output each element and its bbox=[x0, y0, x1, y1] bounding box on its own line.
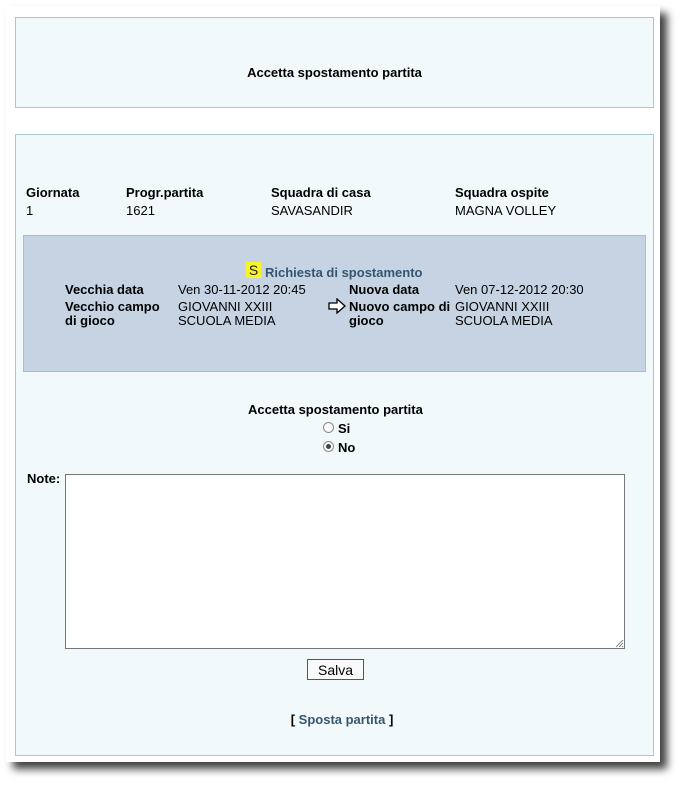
old-venue-label-line2: di gioco bbox=[65, 313, 115, 328]
notes-label: Note: bbox=[27, 471, 61, 486]
old-date-label: Vecchia data bbox=[65, 282, 144, 297]
move-match-link[interactable]: Sposta partita bbox=[298, 712, 386, 727]
new-date-label: Nuova data bbox=[349, 282, 420, 297]
old-venue-value-line1: GIOVANNI XXIII bbox=[178, 299, 273, 314]
cell-squadra-casa: SAVASANDIR bbox=[271, 203, 353, 218]
column-header-squadra-casa: Squadra di casa bbox=[271, 185, 371, 200]
column-header-squadra-ospite: Squadra ospite bbox=[455, 185, 549, 200]
cell-squadra-ospite: MAGNA VOLLEY bbox=[455, 203, 557, 218]
column-header-progr-partita: Progr.partita bbox=[126, 185, 204, 200]
radio-no-label: No bbox=[338, 440, 356, 455]
new-venue-label-line1: Nuovo campo di bbox=[349, 299, 451, 314]
radio-si-label: Si bbox=[338, 421, 351, 436]
new-venue-value-line2: SCUOLA MEDIA bbox=[455, 313, 553, 328]
new-date-value: Ven 07-12-2012 20:30 bbox=[455, 282, 584, 297]
link-bracket-open: [ bbox=[290, 712, 296, 727]
column-header-giornata: Giornata bbox=[26, 185, 80, 200]
cell-progr-partita: 1621 bbox=[126, 203, 155, 218]
move-match-link-row bbox=[0, 712, 684, 727]
new-venue-label-line2: gioco bbox=[349, 313, 384, 328]
old-venue-value-line2: SCUOLA MEDIA bbox=[178, 313, 276, 328]
new-venue-value-line1: GIOVANNI XXIII bbox=[455, 299, 550, 314]
old-date-value: Ven 30-11-2012 20:45 bbox=[178, 282, 306, 297]
notes-textarea[interactable] bbox=[65, 474, 625, 649]
request-badge: S bbox=[246, 262, 261, 278]
accept-label: Accetta spostamento partita bbox=[248, 402, 423, 417]
right-arrow-outline-icon bbox=[328, 298, 346, 314]
radio-si[interactable] bbox=[323, 422, 334, 433]
save-button[interactable]: Salva bbox=[307, 659, 364, 680]
request-title: Richiesta di spostamento bbox=[265, 265, 423, 280]
cell-giornata: 1 bbox=[26, 203, 34, 218]
resize-grip-icon[interactable] bbox=[614, 638, 624, 648]
radio-no[interactable] bbox=[323, 441, 334, 452]
page-title: Accetta spostamento partita bbox=[247, 65, 422, 80]
link-bracket-close: ] bbox=[388, 712, 394, 727]
old-venue-label-line1: Vecchio campo bbox=[65, 299, 160, 314]
header-panel bbox=[15, 17, 654, 108]
